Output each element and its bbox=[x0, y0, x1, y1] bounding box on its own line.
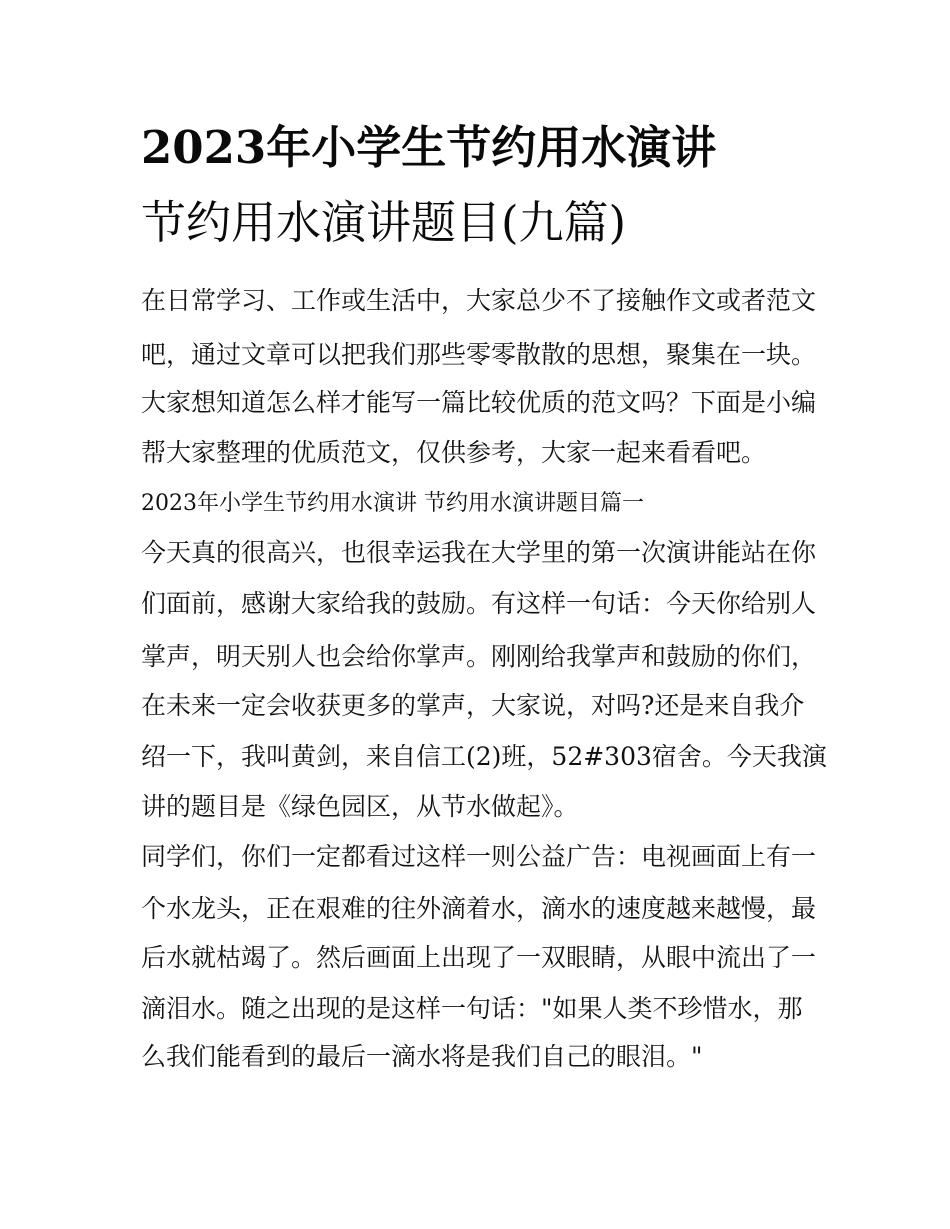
intro-line: 帮大家整理的优质范文，仅供参考，大家一起来看看吧。 bbox=[141, 438, 767, 467]
paragraph-line: 个水龙头，正在艰难的往外滴着水，滴水的速度越来越慢，最 bbox=[141, 894, 817, 923]
paragraph-line: 们面前，感谢大家给我的鼓励。有这样一句话：今天你给别人 bbox=[141, 589, 817, 618]
document-title-line-1: 2023年小学生节约用水演讲 bbox=[141, 121, 717, 174]
paragraph-line: 掌声，明天别人也会给你掌声。刚刚给我掌声和鼓励的你们， bbox=[141, 642, 817, 671]
paragraph-line: 同学们，你们一定都看过这样一则公益广告：电视画面上有一 bbox=[141, 842, 817, 871]
intro-line: 大家想知道怎么样才能写一篇比较优质的范文吗？下面是小编 bbox=[141, 388, 817, 417]
paragraph-line: 绍一下，我叫黄剑，来自信工(2)班，52#303宿舍。今天我演 bbox=[141, 742, 827, 771]
paragraph-line: 讲的题目是《绿色园区，从节水做起》。 bbox=[141, 792, 579, 821]
paragraph-line: 么我们能看到的最后一滴水将是我们自己的眼泪。" bbox=[141, 1042, 703, 1071]
intro-line: 吧，通过文章可以把我们那些零零散散的思想，聚集在一块。 bbox=[141, 340, 817, 369]
paragraph-line: 滴泪水。随之出现的是这样一句话："如果人类不珍惜水，那 bbox=[141, 994, 803, 1023]
paragraph-line: 今天真的很高兴，也很幸运我在大学里的第一次演讲能站在你 bbox=[141, 538, 817, 567]
paragraph-line: 后水就枯竭了。然后画面上出现了一双眼睛，从眼中流出了一 bbox=[141, 943, 817, 972]
section-heading: 2023年小学生节约用水演讲 节约用水演讲题目篇一 bbox=[141, 491, 644, 516]
intro-line: 在日常学习、工作或生活中，大家总少不了接触作文或者范文 bbox=[141, 286, 817, 315]
document-title-line-2: 节约用水演讲题目(九篇) bbox=[141, 196, 627, 249]
paragraph-line: 在未来一定会收获更多的掌声，大家说，对吗?还是来自我介 bbox=[141, 691, 805, 720]
